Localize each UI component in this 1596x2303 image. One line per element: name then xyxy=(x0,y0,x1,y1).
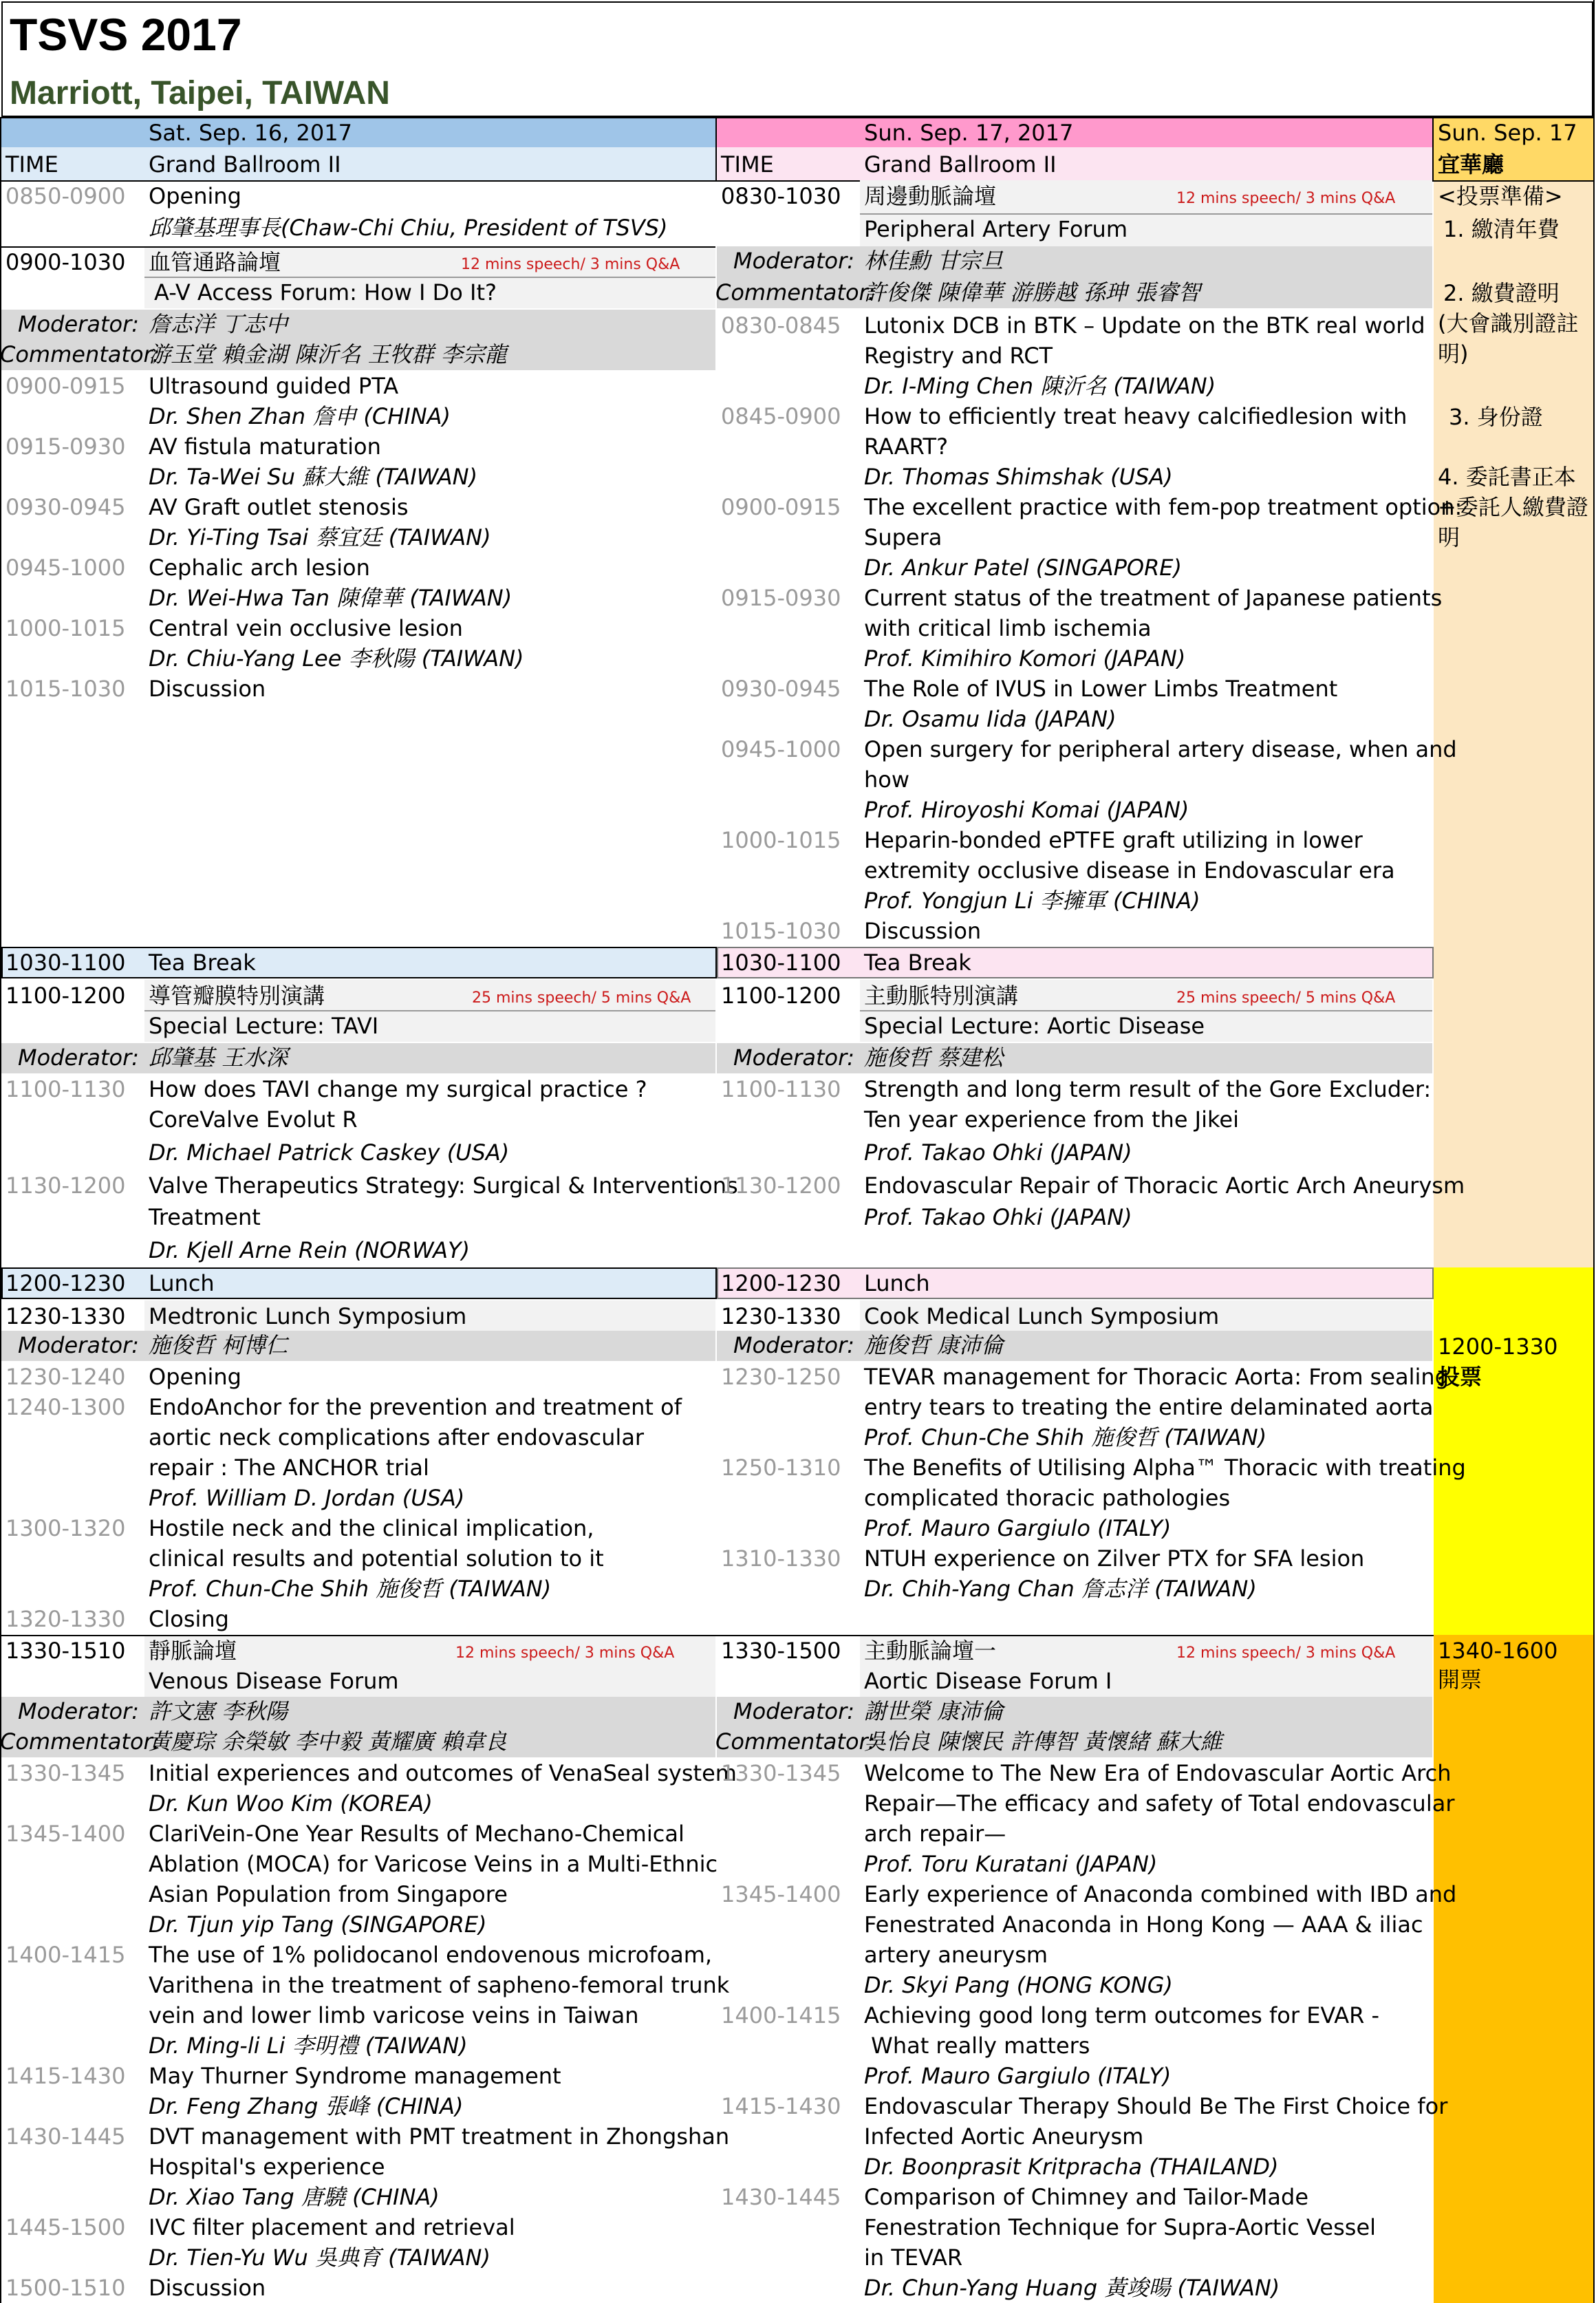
col3-line-4: (大會識別證註 xyxy=(1438,310,1579,336)
sun-aortic-t1-l1: Strength and long term result of the Gore Excluder: xyxy=(864,1076,1432,1102)
sat-ven-time: 1330-1510 xyxy=(6,1638,126,1664)
right-border xyxy=(1593,0,1595,2303)
sun-sym-t2-l1: The Benefits of Utilising Alpha™ Thoracic with treating xyxy=(864,1455,1466,1481)
sun-paf-t2-time: 0845-0900 xyxy=(721,403,841,429)
sun-sym-mod-label: Moderator: xyxy=(733,1332,854,1358)
sat-ven-t2-l1: ClariVein-One Year Results of Mechano-Chemical xyxy=(149,1821,684,1847)
sun-sym-t3-l1: NTUH experience on Zilver PTX for SFA lesion xyxy=(864,1545,1365,1572)
col3-room: 宜華廳 xyxy=(1438,151,1505,178)
sun-paf-t1-l2: Registry and RCT xyxy=(864,343,1053,369)
sun-tea-time: 1030-1100 xyxy=(721,950,841,976)
sun-adf-t5-time: 1430-1445 xyxy=(721,2184,841,2210)
sat-sym-t2-l2: aortic neck complications after endovascular xyxy=(149,1424,645,1450)
sat-ven-t3-l2: Varithena in the treatment of sapheno-femoral trunk xyxy=(149,1972,730,1998)
sat-ven-t4-time: 1415-1430 xyxy=(6,2063,126,2089)
sun-paf-t4-l1: Current status of the treatment of Japanese patients xyxy=(864,585,1443,611)
sun-date: Sun. Sep. 17, 2017 xyxy=(864,120,1074,146)
sun-paf-t3-time: 0900-0915 xyxy=(721,494,841,520)
sun-paf-title-en: Peripheral Artery Forum xyxy=(864,216,1128,242)
col3-line-8: +委託人繳費證 xyxy=(1438,494,1588,520)
sat-tavi-title-en: Special Lecture: TAVI xyxy=(149,1013,379,1039)
sat-av-t2-time: 0915-0930 xyxy=(6,433,126,460)
sun-tea-title: Tea Break xyxy=(864,950,971,976)
sat-sym-t3-time: 1300-1320 xyxy=(6,1515,126,1541)
sun-adf-t5-speaker: Dr. Chun-Yang Huang 黃竣暘 (TAIWAN) xyxy=(864,2275,1280,2301)
sat-ven-t2-l3: Asian Population from Singapore xyxy=(149,1881,508,1907)
sat-ven-note: 12 mins speech/ 3 mins Q&A xyxy=(455,1645,675,1662)
col3-line-1: <投票準備> xyxy=(1438,183,1563,209)
sun-paf-t7-l2: extremity occlusive disease in Endovascular era xyxy=(864,857,1395,883)
sun-sym-t1-speaker: Prof. Chun-Che Shih 施俊哲 (TAIWAN) xyxy=(864,1424,1267,1450)
sat-sym-t2-speaker: Prof. William D. Jordan (USA) xyxy=(149,1485,465,1511)
sat-sym-t4-title: Closing xyxy=(149,1606,229,1632)
sun-aortic-note: 25 mins speech/ 5 mins Q&A xyxy=(1176,989,1396,1007)
sun-adf-t1-l1: Welcome to The New Era of Endovascular Aortic Arch xyxy=(864,1760,1452,1786)
sat-av-t4-title: Cephalic arch lesion xyxy=(149,555,370,581)
sun-sym-t1-time: 1230-1250 xyxy=(721,1364,841,1390)
sun-aortic-t2-l1: Endovascular Repair of Thoracic Aortic Arch Aneurysm xyxy=(864,1172,1465,1199)
sat-tavi-t1-time: 1100-1130 xyxy=(6,1076,126,1102)
sun-paf-t6-l1: Open surgery for peripheral artery disease, when and xyxy=(864,736,1457,762)
sun-adf-title-zh: 主動脈論壇一 xyxy=(864,1638,997,1664)
col3-line-7: 4. 委託書正本 xyxy=(1438,464,1576,490)
sun-paf-note: 12 mins speech/ 3 mins Q&A xyxy=(1176,190,1396,207)
sat-av-t3-time: 0930-0945 xyxy=(6,494,126,520)
sat-ven-t1-time: 1330-1345 xyxy=(6,1760,126,1786)
sun-adf-title-en: Aortic Disease Forum I xyxy=(864,1668,1112,1694)
sun-paf-t7-time: 1000-1015 xyxy=(721,827,841,853)
sun-aortic-t1-time: 1100-1130 xyxy=(721,1076,841,1102)
vote-time: 1200-1330 xyxy=(1438,1333,1558,1360)
sat-av-t5-speaker: Dr. Chiu-Yang Lee 李秋陽 (TAIWAN) xyxy=(149,645,524,672)
sun-time-label: TIME xyxy=(721,151,774,178)
page-title: TSVS 2017 xyxy=(10,9,242,60)
sat-ven-title-zh: 靜脈論壇 xyxy=(149,1638,237,1664)
sun-sym-t1-l2: entry tears to treating the entire delaminated aorta xyxy=(864,1394,1434,1420)
sat-av-t2-speaker: Dr. Ta-Wei Su 蘇大維 (TAIWAN) xyxy=(149,464,478,490)
sat-sym-title: Medtronic Lunch Symposium xyxy=(149,1303,467,1329)
sun-adf-t3-l1: Achieving good long term outcomes for EVAR - xyxy=(864,2002,1380,2028)
sat-sym-t3-l2: clinical results and potential solution to it xyxy=(149,1545,604,1572)
sun-aortic-title-zh: 主動脈特別演講 xyxy=(864,983,1019,1009)
sun-paf-t7-speaker: Prof. Yongjun Li 李擁軍 (CHINA) xyxy=(864,888,1200,914)
sat-sym-t1-title: Opening xyxy=(149,1364,241,1390)
sun-adf-t4-l1: Endovascular Therapy Should Be The First Choice for xyxy=(864,2093,1448,2119)
count-time: 1340-1600 xyxy=(1438,1638,1558,1664)
sat-ven-t4-speaker: Dr. Feng Zhang 張峰 (CHINA) xyxy=(149,2093,464,2119)
sat-av-t5-time: 1000-1015 xyxy=(6,615,126,641)
sat-tavi-t2-l1: Valve Therapeutics Strategy: Surgical & Interventions xyxy=(149,1172,738,1199)
sat-sym-time: 1230-1330 xyxy=(6,1303,126,1329)
sat-ven-commentators: 黃慶琮 余榮敏 李中毅 黃耀廣 賴韋良 xyxy=(149,1728,507,1755)
sun-paf-t4-speaker: Prof. Kimihiro Komori (JAPAN) xyxy=(864,645,1186,672)
sat-tavi-note: 25 mins speech/ 5 mins Q&A xyxy=(472,989,691,1007)
sat-ven-t7-time: 1500-1510 xyxy=(6,2275,126,2301)
sun-lunch-time: 1200-1230 xyxy=(721,1270,841,1296)
sun-date-bg xyxy=(717,117,1432,147)
sat-tavi-t2-speaker: Dr. Kjell Arne Rein (NORWAY) xyxy=(149,1237,470,1263)
sat-room-bg xyxy=(1,147,715,180)
sat-sym-t2-l3: repair : The ANCHOR trial xyxy=(149,1455,429,1481)
sun-adf-t1-l3: arch repair— xyxy=(864,1821,1006,1847)
sun-adf-t2-time: 1345-1400 xyxy=(721,1881,841,1907)
sat-av-t5-title: Central vein occlusive lesion xyxy=(149,615,463,641)
sun-aortic-t1-speaker: Prof. Takao Ohki (JAPAN) xyxy=(864,1139,1132,1166)
sat-ven-t7-l1: Discussion xyxy=(149,2275,266,2301)
sat-opening-speaker: 邱肇基理事長(Chaw-Chi Chiu, President of TSVS) xyxy=(149,215,668,241)
sat-ven-moderators: 許文憲 李秋陽 xyxy=(149,1698,288,1724)
sun-paf-t1-l1: Lutonix DCB in BTK – Update on the BTK real world xyxy=(864,312,1425,339)
sun-paf-t6-speaker: Prof. Hiroyoshi Komai (JAPAN) xyxy=(864,797,1189,823)
header-divider-2 xyxy=(1432,117,1434,180)
sat-sym-moderators: 施俊哲 柯博仁 xyxy=(149,1332,288,1358)
sun-paf-mod-label: Moderator: xyxy=(733,248,854,274)
sun-adf-t1-l2: Repair—The efficacy and safety of Total endovascular xyxy=(864,1790,1455,1817)
sun-aortic-title-en: Special Lecture: Aortic Disease xyxy=(864,1013,1205,1039)
sat-av-t1-title: Ultrasound guided PTA xyxy=(149,373,399,399)
vote-label: 投票 xyxy=(1438,1364,1482,1390)
col3-count-band xyxy=(1434,1635,1593,2303)
sat-sym-mod-label: Moderator: xyxy=(17,1332,139,1358)
sun-paf-t2-l1: How to efficiently treat heavy calcifiedlesion with xyxy=(864,403,1408,429)
sat-av-t6-time: 1015-1030 xyxy=(6,676,126,702)
sat-av-moderators: 詹志洋 丁志中 xyxy=(149,311,288,337)
sat-tavi-moderators: 邱肇基 王水深 xyxy=(149,1045,288,1071)
sun-adf-t1-time: 1330-1345 xyxy=(721,1760,841,1786)
sun-sym-time: 1230-1330 xyxy=(721,1303,841,1329)
sun-sym-title: Cook Medical Lunch Symposium xyxy=(864,1303,1220,1329)
sun-adf-t1-speaker: Prof. Toru Kuratani (JAPAN) xyxy=(864,1851,1158,1877)
sat-ven-t3-speaker: Dr. Ming-li Li 李明禮 (TAIWAN) xyxy=(149,2033,468,2059)
sat-ven-t5-l2: Hospital's experience xyxy=(149,2154,385,2180)
sun-aortic-t1-l2: Ten year experience from the Jikei xyxy=(864,1106,1239,1133)
sat-ven-title-en: Venous Disease Forum xyxy=(149,1668,399,1694)
sun-adf-t3-time: 1400-1415 xyxy=(721,2002,841,2028)
sat-ven-t5-time: 1430-1445 xyxy=(6,2123,126,2150)
sun-adf-t4-l2: Infected Aortic Aneurysm xyxy=(864,2123,1144,2150)
sat-ven-t6-time: 1445-1500 xyxy=(6,2214,126,2240)
sun-adf-t3-l2: What really matters xyxy=(864,2033,1090,2059)
sun-aortic-t2-speaker: Prof. Takao Ohki (JAPAN) xyxy=(864,1204,1132,1230)
sat-av-mod-label: Moderator: xyxy=(17,311,139,337)
sun-paf-t6-time: 0945-1000 xyxy=(721,736,841,762)
count-label: 開票 xyxy=(1438,1667,1482,1693)
left-border xyxy=(0,117,1,2303)
sat-ven-t4-l1: May Thurner Syndrome management xyxy=(149,2063,561,2089)
sun-paf-t3-speaker: Dr. Ankur Patel (SINGAPORE) xyxy=(864,555,1182,581)
sat-ven-t2-l2: Ablation (MOCA) for Varicose Veins in a Multi-Ethnic xyxy=(149,1851,718,1877)
sat-av-t6-title: Discussion xyxy=(149,676,266,702)
sat-ven-t1-l1: Initial experiences and outcomes of VenaSeal system xyxy=(149,1760,737,1786)
sat-av-title-zh: 血管通路論壇 xyxy=(149,249,281,275)
sat-av-t2-title: AV fistula maturation xyxy=(149,433,381,460)
sun-adf-t5-l3: in TEVAR xyxy=(864,2245,963,2271)
col3-date: Sun. Sep. 17 xyxy=(1438,120,1577,146)
sat-av-t1-speaker: Dr. Shen Zhan 詹申 (CHINA) xyxy=(149,403,451,429)
sat-date-bg xyxy=(1,117,715,147)
sun-paf-t3-l2: Supera xyxy=(864,524,942,550)
col3-line-3: 2. 繳費證明 xyxy=(1443,280,1560,306)
sun-adf-t4-speaker: Dr. Boonprasit Kritpracha (THAILAND) xyxy=(864,2154,1279,2180)
sat-ven-t1-speaker: Dr. Kun Woo Kim (KOREA) xyxy=(149,1790,433,1817)
sat-sym-t3-l1: Hostile neck and the clinical implication, xyxy=(149,1515,594,1541)
sun-adf-time: 1330-1500 xyxy=(721,1638,841,1664)
sat-ven-t3-time: 1400-1415 xyxy=(6,1942,126,1968)
sat-av-t4-time: 0945-1000 xyxy=(6,555,126,581)
col3-line-6: 3. 身份證 xyxy=(1449,404,1543,430)
sun-adf-t5-l2: Fenestration Technique for Supra-Aortic Vessel xyxy=(864,2214,1377,2240)
sat-time-label: TIME xyxy=(6,151,58,178)
sun-adf-mod-label: Moderator: xyxy=(733,1698,854,1724)
sat-tavi-t1-l2: CoreValve Evolut R xyxy=(149,1106,358,1133)
sat-av-comm-label: Commentator: xyxy=(0,341,160,367)
sun-paf-commentators: 許俊傑 陳偉華 游勝越 孫珅 張睿智 xyxy=(864,279,1200,306)
sun-paf-t2-speaker: Dr. Thomas Shimshak (USA) xyxy=(864,464,1173,490)
col3-line-5: 明) xyxy=(1438,341,1469,367)
sun-adf-t2-l1: Early experience of Anaconda combined with IBD and xyxy=(864,1881,1457,1907)
col3-line-9: 明 xyxy=(1438,524,1460,550)
sun-adf-comm-label: Commentator: xyxy=(715,1728,876,1755)
sun-adf-t2-l3: artery aneurysm xyxy=(864,1942,1048,1968)
sat-av-note: 12 mins speech/ 3 mins Q&A xyxy=(461,256,680,273)
sun-adf-commentators: 吳怡良 陳懷民 許傳智 黃懷緒 蘇大維 xyxy=(864,1728,1222,1755)
sat-ven-t2-speaker: Dr. Tjun yip Tang (SINGAPORE) xyxy=(149,1911,487,1938)
sat-tea-title: Tea Break xyxy=(149,950,256,976)
sat-ven-t5-speaker: Dr. Xiao Tang 唐驍 (CHINA) xyxy=(149,2184,440,2210)
sun-paf-t1-time: 0830-0845 xyxy=(721,312,841,339)
sun-adf-t2-l2: Fenestrated Anaconda in Hong Kong — AAA & iliac xyxy=(864,1911,1423,1938)
title-block xyxy=(1,1,1593,117)
venue-title: Marriott, Taipei, TAIWAN xyxy=(10,75,390,111)
col3-vote-band xyxy=(1434,1267,1593,1635)
col3-line-2: 1. 繳清年費 xyxy=(1443,216,1560,242)
sat-sym-t2-time: 1240-1300 xyxy=(6,1394,126,1420)
sat-av-t3-title: AV Graft outlet stenosis xyxy=(149,494,409,520)
sat-tavi-time: 1100-1200 xyxy=(6,983,126,1009)
sun-paf-t4-time: 0915-0930 xyxy=(721,585,841,611)
sun-aortic-mod-label: Moderator: xyxy=(733,1045,854,1071)
sat-av-title-en: A-V Access Forum: How I Do It? xyxy=(154,279,497,306)
sun-sym-moderators: 施俊哲 康沛倫 xyxy=(864,1332,1004,1358)
sun-sym-t2-time: 1250-1310 xyxy=(721,1455,841,1481)
sat-tavi-t1-l1: How does TAVI change my surgical practice ? xyxy=(149,1076,647,1102)
sun-aortic-time: 1100-1200 xyxy=(721,983,841,1009)
sat-sym-t1-time: 1230-1240 xyxy=(6,1364,126,1390)
sat-ven-t5-l1: DVT management with PMT treatment in Zhongshan xyxy=(149,2123,730,2150)
sat-sym-t4-time: 1320-1330 xyxy=(6,1606,126,1632)
header-divider-1 xyxy=(715,117,717,180)
sun-paf-t5-speaker: Dr. Osamu Iida (JAPAN) xyxy=(864,706,1117,732)
sat-sym-t3-speaker: Prof. Chun-Che Shih 施俊哲 (TAIWAN) xyxy=(149,1576,552,1602)
sat-av-t4-speaker: Dr. Wei-Hwa Tan 陳偉華 (TAIWAN) xyxy=(149,585,513,611)
sun-adf-t4-time: 1415-1430 xyxy=(721,2093,841,2119)
sat-tea-time: 1030-1100 xyxy=(6,950,126,976)
sun-sym-t3-time: 1310-1330 xyxy=(721,1545,841,1572)
sun-adf-t3-speaker: Prof. Mauro Gargiulo (ITALY) xyxy=(864,2063,1172,2089)
sun-paf-t2-l2: RAART? xyxy=(864,433,949,460)
sat-ven-t3-l1: The use of 1% polidocanol endovenous microfoam, xyxy=(149,1942,713,1968)
sun-paf-t4-l2: with critical limb ischemia xyxy=(864,615,1152,641)
sat-av-t3-speaker: Dr. Yi-Ting Tsai 蔡宜廷 (TAIWAN) xyxy=(149,524,491,550)
sun-paf-t5-l1: The Role of IVUS in Lower Limbs Treatment xyxy=(864,676,1338,702)
sat-ven-t6-l1: IVC filter placement and retrieval xyxy=(149,2214,515,2240)
sat-ven-mod-label: Moderator: xyxy=(17,1698,139,1724)
sat-ven-t2-time: 1345-1400 xyxy=(6,1821,126,1847)
sun-adf-t2-speaker: Dr. Skyi Pang (HONG KONG) xyxy=(864,1972,1173,1998)
sun-aortic-moderators: 施俊哲 蔡建松 xyxy=(864,1045,1004,1071)
sat-tavi-title-zh: 導管瓣膜特別演講 xyxy=(149,983,325,1009)
sun-paf-t6-l2: how xyxy=(864,767,910,793)
sat-opening-title: Opening xyxy=(149,183,241,209)
sun-aortic-t2-time: 1130-1200 xyxy=(721,1172,841,1199)
sun-paf-time: 0830-1030 xyxy=(721,183,841,209)
sun-paf-title-zh: 周邊動脈論壇 xyxy=(864,183,997,209)
sun-paf-t5-time: 0930-0945 xyxy=(721,676,841,702)
sat-tavi-mod-label: Moderator: xyxy=(17,1045,139,1071)
sat-date: Sat. Sep. 16, 2017 xyxy=(149,120,352,146)
sun-room-bg xyxy=(717,147,1432,180)
sun-lunch-title: Lunch xyxy=(864,1270,930,1296)
sat-ven-t3-l3: vein and lower limb varicose veins in Taiwan xyxy=(149,2002,639,2028)
sat-tavi-t1-speaker: Dr. Michael Patrick Caskey (USA) xyxy=(149,1139,510,1166)
sun-paf-t3-l1: The excellent practice with fem-pop treatment option: xyxy=(864,494,1463,520)
sun-adf-t5-l1: Comparison of Chimney and Tailor-Made xyxy=(864,2184,1309,2210)
sat-ven-comm-label: Commentator: xyxy=(0,1728,160,1755)
sat-lunch-time: 1200-1230 xyxy=(6,1270,126,1296)
sun-adf-moderators: 謝世榮 康沛倫 xyxy=(864,1698,1004,1724)
sun-sym-t1-l1: TEVAR management for Thoracic Aorta: From sealing xyxy=(864,1364,1449,1390)
sat-tavi-t2-time: 1130-1200 xyxy=(6,1172,126,1199)
sun-paf-t7-l1: Heparin-bonded ePTFE graft utilizing in lower xyxy=(864,827,1363,853)
sat-tavi-t2-l2: Treatment xyxy=(149,1204,261,1230)
sat-opening-time: 0850-0900 xyxy=(6,183,126,209)
sun-adf-note: 12 mins speech/ 3 mins Q&A xyxy=(1176,1645,1396,1662)
sat-ven-t6-speaker: Dr. Tien-Yu Wu 吳典育 (TAIWAN) xyxy=(149,2245,490,2271)
sun-sym-t2-speaker: Prof. Mauro Gargiulo (ITALY) xyxy=(864,1515,1172,1541)
sun-sym-t2-l2: complicated thoracic pathologies xyxy=(864,1485,1231,1511)
sun-paf-t8-l1: Discussion xyxy=(864,918,982,944)
sat-sym-t2-l1: EndoAnchor for the prevention and treatment of xyxy=(149,1394,682,1420)
sat-av-time: 0900-1030 xyxy=(6,249,126,275)
sun-paf-t8-time: 1015-1030 xyxy=(721,918,841,944)
sun-sym-t3-speaker: Dr. Chih-Yang Chan 詹志洋 (TAIWAN) xyxy=(864,1576,1257,1602)
sun-room: Grand Ballroom II xyxy=(864,151,1057,178)
sat-lunch-title: Lunch xyxy=(149,1270,215,1296)
sun-paf-comm-label: Commentator: xyxy=(715,279,876,306)
sat-av-commentators: 游玉堂 賴金湖 陳沂名 王牧群 李宗龍 xyxy=(149,341,507,367)
sun-paf-t1-speaker: Dr. I-Ming Chen 陳沂名 (TAIWAN) xyxy=(864,373,1216,399)
sat-av-t1-time: 0900-0915 xyxy=(6,373,126,399)
sat-room: Grand Ballroom II xyxy=(149,151,341,178)
sun-paf-moderators: 林佳勳 甘宗旦 xyxy=(864,248,1004,274)
